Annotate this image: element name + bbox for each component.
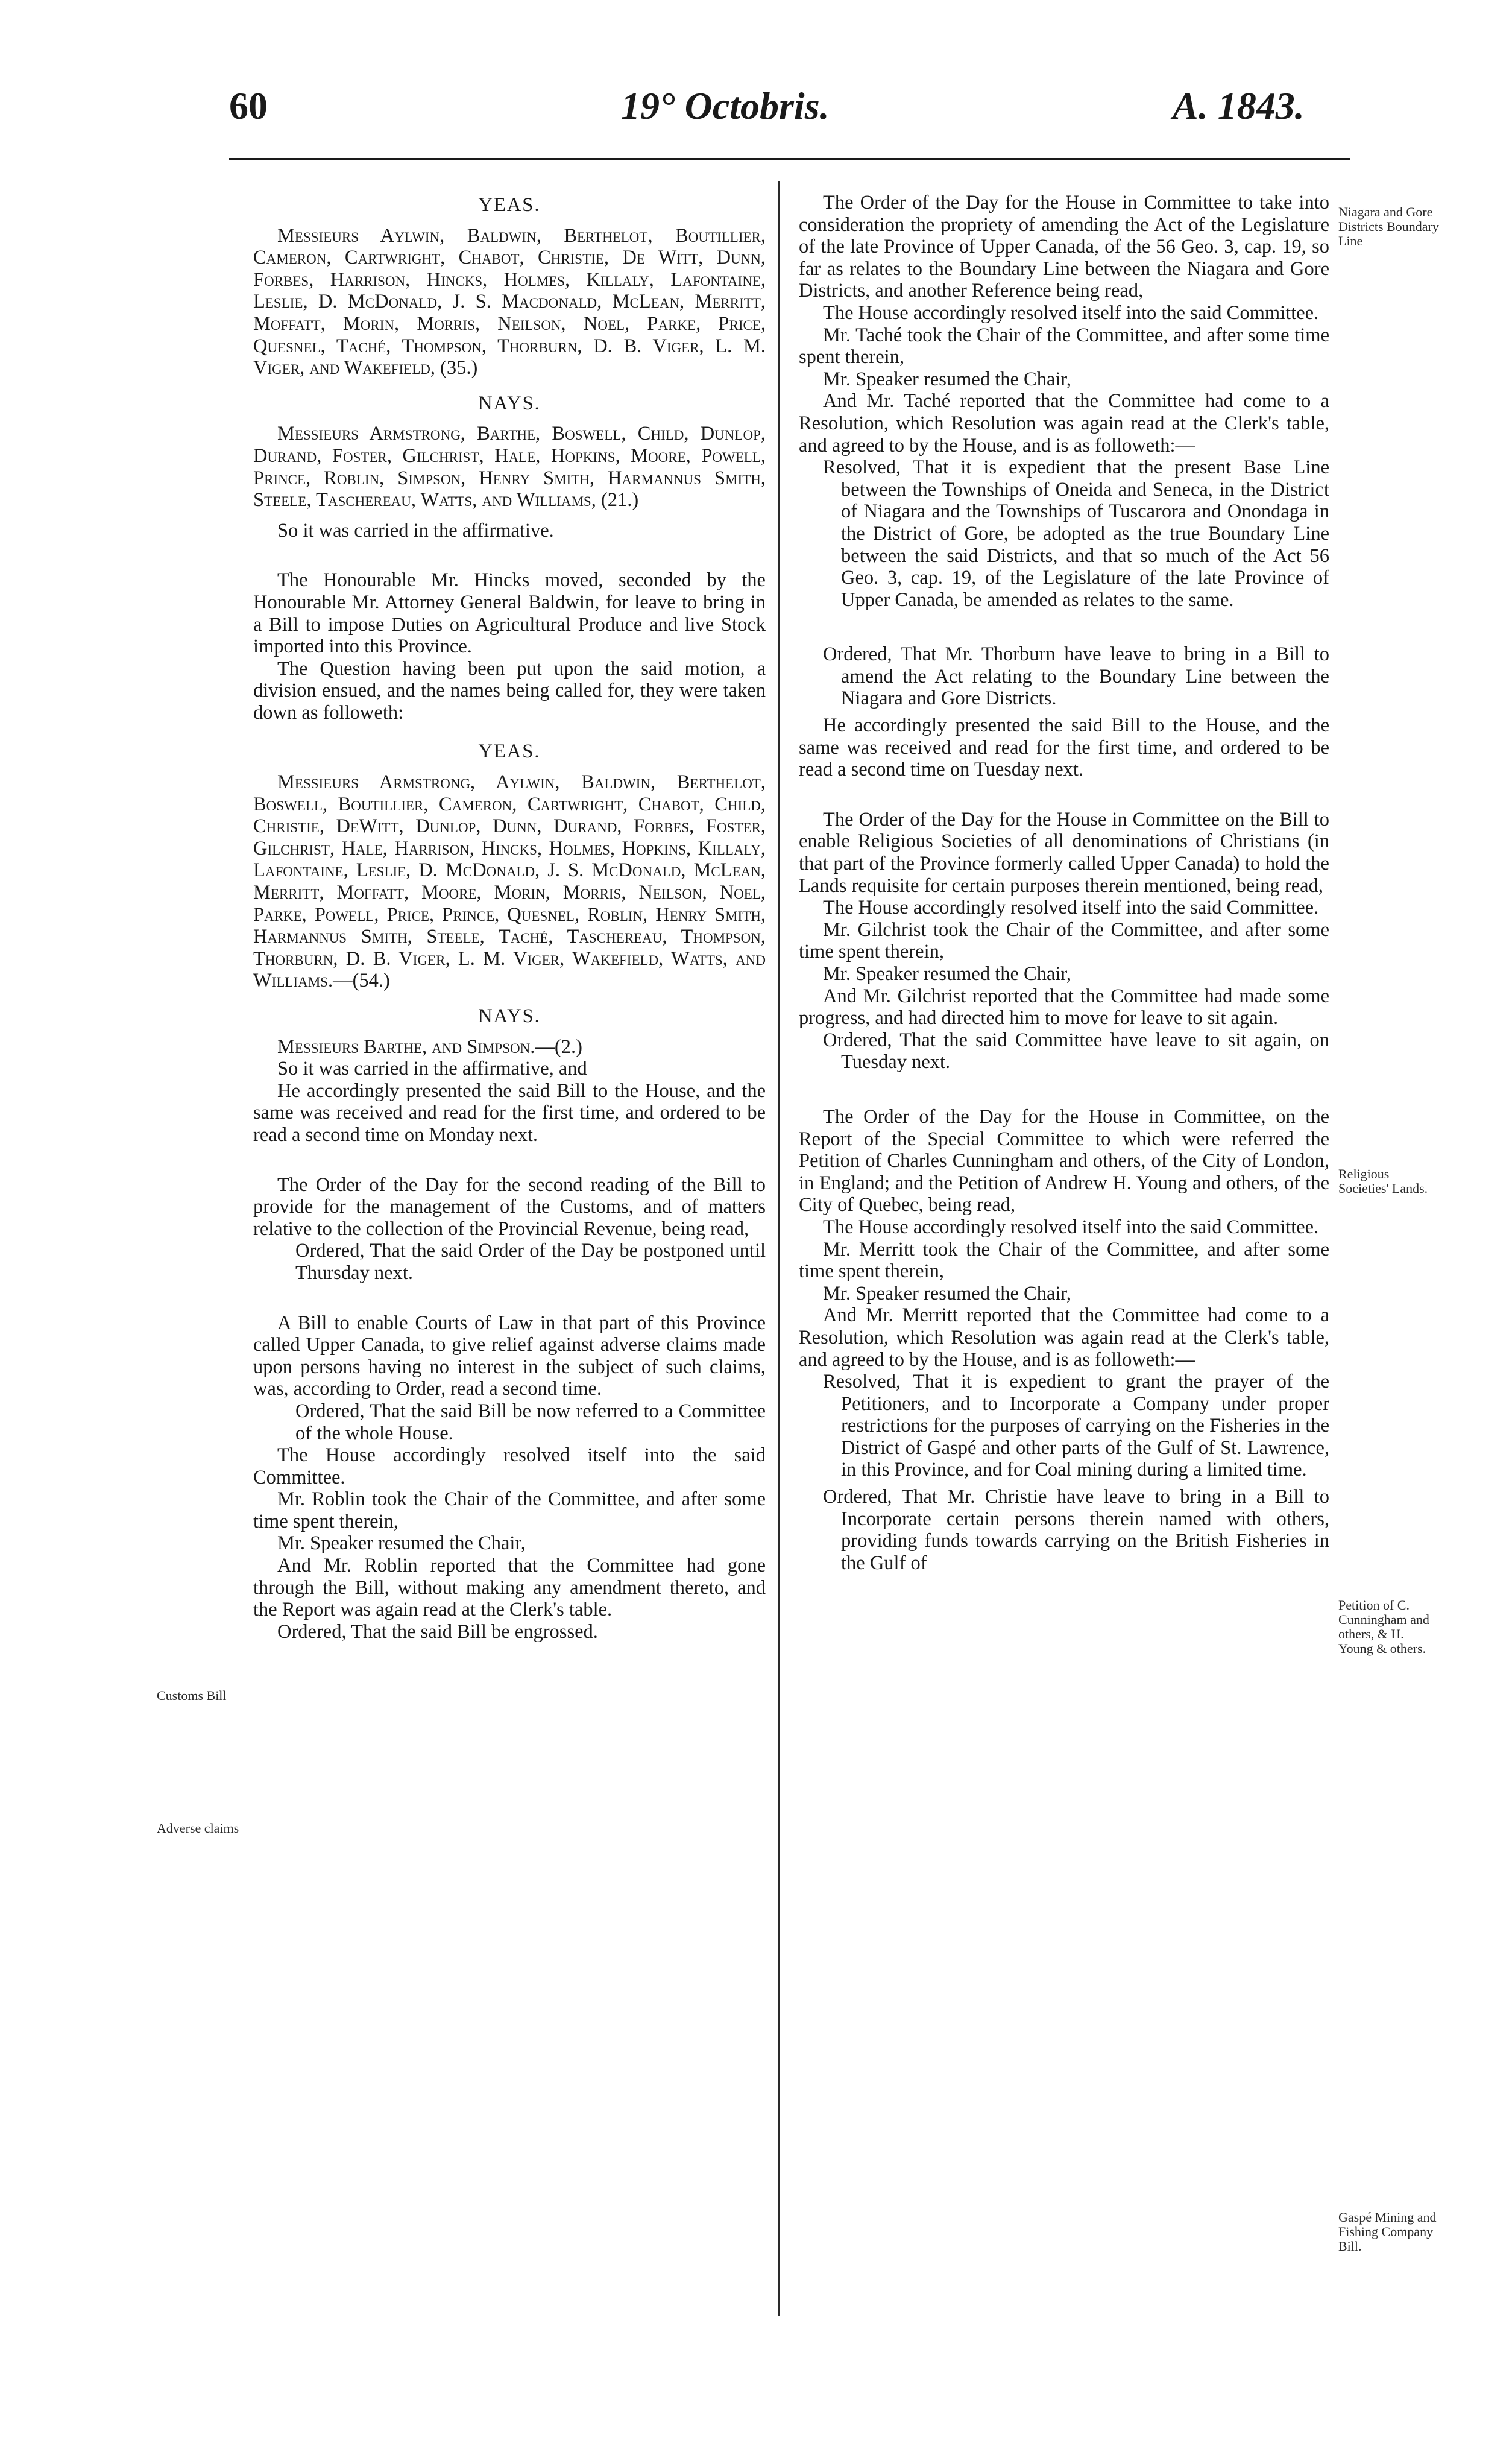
merritt-chair: Mr. Merritt took the Chair of the Committee, and after some time spent therein,	[799, 1238, 1329, 1283]
nays-heading-2: NAYS.	[478, 1005, 541, 1027]
yeas-list-2: Messieurs Armstrong, Aylwin, Baldwin, Berthelot, Boswell, Boutillier, Cameron, Cartwright, Chabot, Child, Christie, DeWitt, Dunlop, Dunn, Durand, Forbes, Foster, Gilchrist, Hale, Harrison, Hincks, Holmes, Hopkins, Killaly, Lafontaine, Leslie, D. McDonald, J. S. McDonald, McLean, Merritt, Moffatt, Moore, Morin, Morris, Neilson, Noel, Parke, Powell, Price, Prince, Quesnel, Roblin, Henry Smith, Harmannus Smith, Steele, Taché, Taschereau, Thompson, Thorburn, D. B. Viger, L. M. Viger, Wakefield, Watts, and Williams.—(54.)	[253, 771, 766, 992]
roblin-chair: Mr. Roblin took the Chair of the Committee, and after some time spent therein,	[253, 1488, 766, 1532]
yeas-list: Messieurs Aylwin, Baldwin, Berthelot, Boutillier, Cameron, Cartwright, Chabot, Christie, De Witt, Dunn, Forbes, Harrison, Hincks, Holmes, Killaly, Lafontaine, Leslie, D. McDonald, J. S. Macdonald, McLean, Merritt, Moffatt, Morin, Morris, Neilson, Noel, Parke, Price, Quesnel, Taché, Thompson, Thorburn, D. B. Viger, L. M. Viger, and Wakefield, (35.)	[253, 224, 766, 379]
customs-ordered: Ordered, That the said Order of the Day be postponed until Thursday next.	[295, 1240, 766, 1284]
hincks-motion: The Honourable Mr. Hincks moved, seconded by the Honourable Mr. Attorney General Baldwin, for leave to bring in a Bill to impose Duties on Agricultural Produce and live Stock imported into this Province.	[253, 569, 766, 658]
niagara-resolution: Resolved, That it is expedient that the present Base Line between the Townships of Oneida and Seneca, in the District of Niagara and the Townships of Tuscarora and Onondaga in the District of Gore, be adopted as the true Boundary Line between the said Districts, and that so much of the Act 56 Geo. 3, cap. 19, of the Legislature of the late Province of Upper Canada, be amended as relates to the same.	[823, 457, 1329, 611]
tache-report: And Mr. Taché reported that the Committee had come to a Resolution, which Resolution was again read at the Clerk's table, and agreed to by the House, and is as followeth:—	[799, 390, 1329, 457]
yeas-heading: YEAS.	[478, 194, 541, 216]
gilchrist-report: And Mr. Gilchrist reported that the Committee had made some progress, and had directed him to move for leave to sit again.	[799, 985, 1329, 1029]
left-column	[253, 192, 766, 1643]
division-result-2: So it was carried in the affirmative, and	[277, 1058, 587, 1080]
christie-ordered: Ordered, That Mr. Christie have leave to bring in a Bill to Incorporate certain persons therein named with others, providing funds towards carrying on the British Fisheries in the Gulf of	[823, 1486, 1329, 1574]
tache-chair: Mr. Taché took the Chair of the Committee, and after some time spent therein,	[799, 324, 1329, 368]
gaspe-resolution: Resolved, That it is expedient to grant the prayer of the Petitioners, and to Incorporate a Company under proper restrictions for the purposes of carrying on the Fisheries in the District of Gaspé and other parts of the Gulf of St. Lawrence, in this Province, and for Coal mining during a limited time.	[823, 1371, 1329, 1481]
customs-order: The Order of the Day for the second reading of the Bill to provide for the management of the Customs, and of matters relative to the collection of the Provincial Revenue, being read,	[253, 1174, 766, 1240]
nays-list: Messieurs Armstrong, Barthe, Boswell, Child, Dunlop, Durand, Foster, Gilchrist, Hale, Hopkins, Moore, Powell, Prince, Roblin, Simpson, Henry Smith, Harmannus Smith, Steele, Taschereau, Watts, and Williams, (21.)	[253, 423, 766, 511]
petition-resolved: The House accordingly resolved itself into the said Committee.	[823, 1216, 1319, 1238]
bill-presented: He accordingly presented the said Bill to the House, and the same was received and read for the first time, and ordered to be read a second time on Monday next.	[253, 1079, 766, 1146]
margin-note-religious: Religious Societies' Lands.	[1338, 1166, 1428, 1196]
sit-again-ordered: Ordered, That the said Committee have leave to sit again, on Tuesday next.	[823, 1029, 1329, 1073]
religious-order: The Order of the Day for the House in Committee on the Bill to enable Religious Societies of all denominations of Christians (in that part of the Province formerly called Upper Canada) to hold the Lands requisite for certain purposes therein mentioned, being read,	[799, 808, 1329, 897]
thorburn-ordered: Ordered, That Mr. Thorburn have leave to bring in a Bill to amend the Act relating to the Boundary Line between the Niagara and Gore Districts.	[823, 643, 1329, 710]
column-divider	[778, 181, 780, 2316]
question-put: The Question having been put upon the said motion, a division ensued, and the names being called for, they were taken down as followeth:	[253, 657, 766, 724]
speaker-resumed: Mr. Speaker resumed the Chair,	[277, 1532, 526, 1555]
division-result: So it was carried in the affirmative.	[277, 519, 554, 542]
bill-engrossed: Ordered, That the said Bill be engrossed.	[277, 1620, 598, 1643]
adverse-ordered: Ordered, That the said Bill be now referred to a Committee of the whole House.	[295, 1400, 766, 1444]
petition-order: The Order of the Day for the House in Committee, on the Report of the Special Committee to which were referred the Petition of Charles Cunningham and others, of the City of London, in England; and the Petition of Andrew H. Young and others, of the City of Quebec, being read,	[799, 1105, 1329, 1216]
roblin-report: And Mr. Roblin reported that the Committee had gone through the Bill, without making any amendment thereto, and the Report was again read at the Clerk's table.	[253, 1555, 766, 1621]
speaker-resumed-1: Mr. Speaker resumed the Chair,	[823, 368, 1072, 390]
right-column	[799, 192, 1329, 1579]
adverse-claims-bill: A Bill to enable Courts of Law in that part of this Province called Upper Canada, to give relief against adverse claims made upon persons having no interest in the subject of such claims, was, according to Order, read a second time.	[253, 1312, 766, 1400]
yeas-heading-2: YEAS.	[478, 741, 541, 763]
page-date: 19° Octobris.	[621, 84, 830, 127]
niagara-resolved: The House accordingly resolved itself into the said Committee.	[823, 302, 1319, 324]
page-number: 60	[229, 84, 268, 127]
speaker-resumed-2: Mr. Speaker resumed the Chair,	[823, 963, 1072, 985]
header-rule	[229, 158, 1350, 160]
margin-note-petition: Petition of C. Cunningham and others, & H. Young & others.	[1338, 1597, 1429, 1656]
nays-heading: NAYS.	[478, 392, 541, 414]
page-year: A. 1843.	[1173, 84, 1305, 127]
margin-note-adverse: Adverse claims	[157, 1821, 239, 1836]
thorburn-presented: He accordingly presented the said Bill to the House, and the same was received and read for the first time, and ordered to be read a second time on Tuesday next.	[799, 715, 1329, 781]
margin-note-gaspe: Gaspé Mining and Fishing Company Bill.	[1338, 2210, 1437, 2254]
margin-note-customs: Customs Bill	[157, 1688, 227, 1703]
speaker-resumed-3: Mr. Speaker resumed the Chair,	[823, 1282, 1072, 1304]
niagara-order: The Order of the Day for the House in Committee to take into consideration the propriety of amending the Act of the Legislature of the late Province of Upper Canada, of the 56 Geo. 3, cap. 19, so far as relates to the Boundary Line between the Niagara and Gore Districts, and another Reference being read,	[799, 192, 1329, 302]
gilchrist-chair: Mr. Gilchrist took the Chair of the Committee, and after some time spent therein,	[799, 918, 1329, 963]
margin-note-niagara: Niagara and Gore Districts Boundary Line	[1338, 204, 1439, 248]
merritt-report: And Mr. Merritt reported that the Committee had come to a Resolution, which Resolution was again read at the Clerk's table, and agreed to by the House, and is as followeth:—	[799, 1304, 1329, 1371]
nays-list-2: Messieurs Barthe, and Simpson.—(2.)	[277, 1035, 582, 1058]
religious-resolved: The House accordingly resolved itself into the said Committee.	[823, 897, 1319, 919]
adverse-resolved: The House accordingly resolved itself into the said Committee.	[253, 1444, 766, 1488]
